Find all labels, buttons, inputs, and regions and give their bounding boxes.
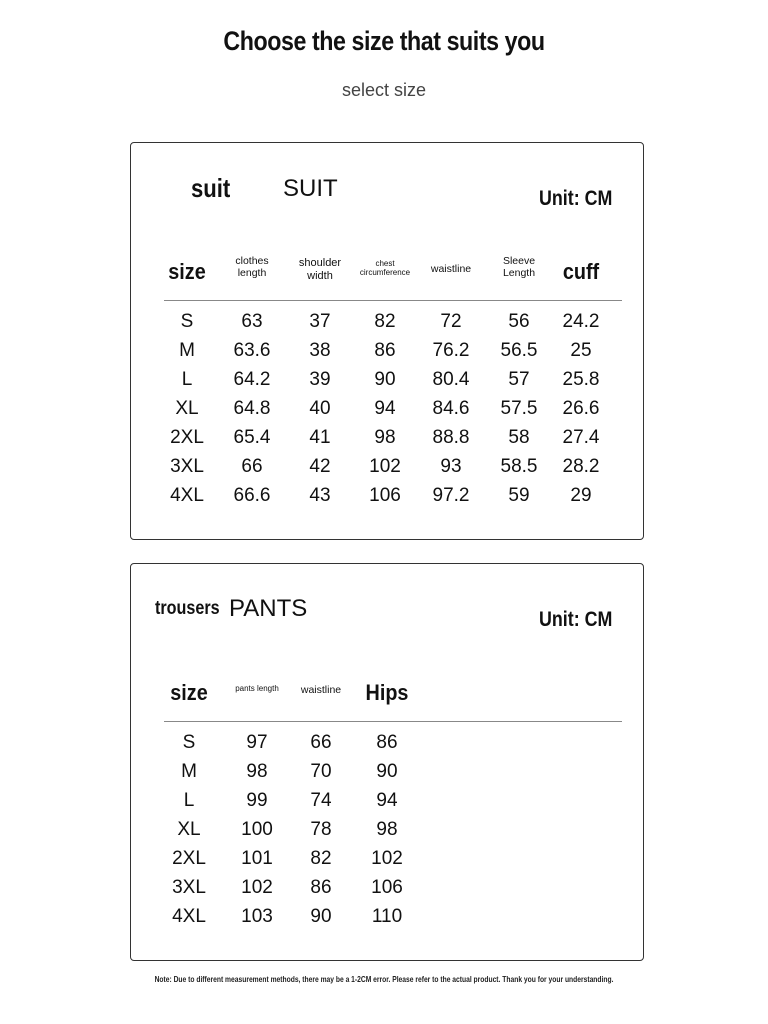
measure-cell: 64.2 — [233, 369, 271, 390]
measure-cell: 86 — [310, 877, 332, 898]
measure-cell: 103 — [241, 906, 273, 927]
measure-cell: 40 — [309, 398, 331, 419]
measure-cell: 43 — [309, 485, 331, 506]
pants-header-divider — [164, 721, 622, 722]
measure-cell: 101 — [241, 848, 273, 869]
measure-cell: 94 — [376, 790, 398, 811]
measure-cell: 90 — [374, 369, 396, 390]
measure-cell: 28.2 — [562, 456, 600, 477]
page-title: Choose the size that suits you — [223, 26, 545, 56]
size-cell: 4XL — [172, 906, 206, 927]
suit-header-divider — [164, 300, 622, 301]
measure-cell: 64.8 — [233, 398, 271, 419]
pants-unit: Unit: CM — [539, 608, 613, 631]
measure-cell: 94 — [374, 398, 396, 419]
measure-cell: 98 — [376, 819, 398, 840]
pants-col-header: pants length — [235, 684, 279, 693]
measure-cell: 39 — [309, 369, 331, 390]
size-cell: M — [179, 340, 195, 361]
measure-cell: 78 — [310, 819, 332, 840]
measure-cell: 86 — [376, 732, 398, 753]
measure-cell: 110 — [371, 906, 403, 927]
measure-cell: 57 — [508, 369, 530, 390]
size-cell: M — [181, 761, 197, 782]
pants-col-header: Hips — [365, 680, 409, 705]
suit-col-header: Sleeve Length — [502, 255, 536, 280]
measure-cell: 74 — [310, 790, 332, 811]
measure-cell: 97 — [246, 732, 268, 753]
pants-col-header: waistline — [300, 684, 342, 696]
measure-cell: 66.6 — [233, 485, 271, 506]
measure-cell: 59 — [508, 485, 530, 506]
suit-col-header: cuff — [562, 259, 600, 284]
measure-cell: 80.4 — [432, 369, 470, 390]
measure-cell: 98 — [374, 427, 396, 448]
measure-cell: 70 — [310, 761, 332, 782]
measure-cell: 88.8 — [432, 427, 470, 448]
measure-cell: 25.8 — [562, 369, 600, 390]
suit-label-en: SUIT — [283, 175, 338, 202]
measure-cell: 90 — [310, 906, 332, 927]
measure-cell: 65.4 — [233, 427, 271, 448]
measure-cell: 63 — [241, 311, 263, 332]
size-cell: 2XL — [172, 848, 206, 869]
measurement-note: Note: Due to different measurement methods, there may be a 1-2CM error. Please refer to the actual product. Thank you for your understanding. — [154, 975, 614, 984]
measure-cell: 99 — [246, 790, 268, 811]
pants-size-card — [130, 563, 644, 961]
measure-cell: 102 — [369, 456, 401, 477]
measure-cell: 38 — [309, 340, 331, 361]
measure-cell: 84.6 — [432, 398, 470, 419]
measure-cell: 76.2 — [432, 340, 470, 361]
size-cell: L — [183, 790, 195, 811]
measure-cell: 97.2 — [432, 485, 470, 506]
measure-cell: 56 — [508, 311, 530, 332]
measure-cell: 102 — [371, 848, 403, 869]
measure-cell: 57.5 — [500, 398, 538, 419]
size-cell: S — [180, 311, 194, 332]
measure-cell: 29 — [570, 485, 592, 506]
suit-col-header: shoulder width — [298, 257, 342, 282]
size-cell: XL — [177, 819, 201, 840]
size-cell: 3XL — [172, 877, 206, 898]
size-cell: XL — [175, 398, 199, 419]
size-cell: 4XL — [170, 485, 204, 506]
measure-cell: 98 — [246, 761, 268, 782]
suit-col-header: waistline — [430, 263, 472, 275]
pants-label-cn: trousers — [155, 598, 220, 619]
measure-cell: 25 — [570, 340, 592, 361]
measure-cell: 24.2 — [562, 311, 600, 332]
measure-cell: 26.6 — [562, 398, 600, 419]
suit-size-card — [130, 142, 644, 540]
measure-cell: 106 — [369, 485, 401, 506]
measure-cell: 66 — [241, 456, 263, 477]
measure-cell: 58 — [508, 427, 530, 448]
measure-cell: 90 — [376, 761, 398, 782]
measure-cell: 27.4 — [562, 427, 600, 448]
size-cell: L — [181, 369, 193, 390]
suit-col-header: chest circumference — [359, 259, 411, 278]
measure-cell: 56.5 — [500, 340, 538, 361]
pants-label-en: PANTS — [229, 595, 308, 622]
measure-cell: 63.6 — [233, 340, 271, 361]
size-cell: 3XL — [170, 456, 204, 477]
size-cell: 2XL — [170, 427, 204, 448]
measure-cell: 86 — [374, 340, 396, 361]
measure-cell: 42 — [309, 456, 331, 477]
measure-cell: 82 — [310, 848, 332, 869]
size-cell: S — [182, 732, 196, 753]
measure-cell: 100 — [241, 819, 273, 840]
measure-cell: 93 — [440, 456, 462, 477]
page-subtitle: select size — [341, 80, 427, 100]
suit-unit: Unit: CM — [539, 187, 613, 210]
measure-cell: 37 — [309, 311, 331, 332]
measure-cell: 106 — [371, 877, 403, 898]
measure-cell: 58.5 — [500, 456, 538, 477]
measure-cell: 102 — [241, 877, 273, 898]
suit-col-header: clothes length — [235, 255, 269, 280]
measure-cell: 41 — [309, 427, 331, 448]
measure-cell: 66 — [310, 732, 332, 753]
measure-cell: 82 — [374, 311, 396, 332]
suit-col-header: size — [168, 259, 206, 284]
suit-label-cn: suit — [191, 173, 231, 203]
pants-col-header: size — [170, 680, 208, 705]
measure-cell: 72 — [440, 311, 462, 332]
